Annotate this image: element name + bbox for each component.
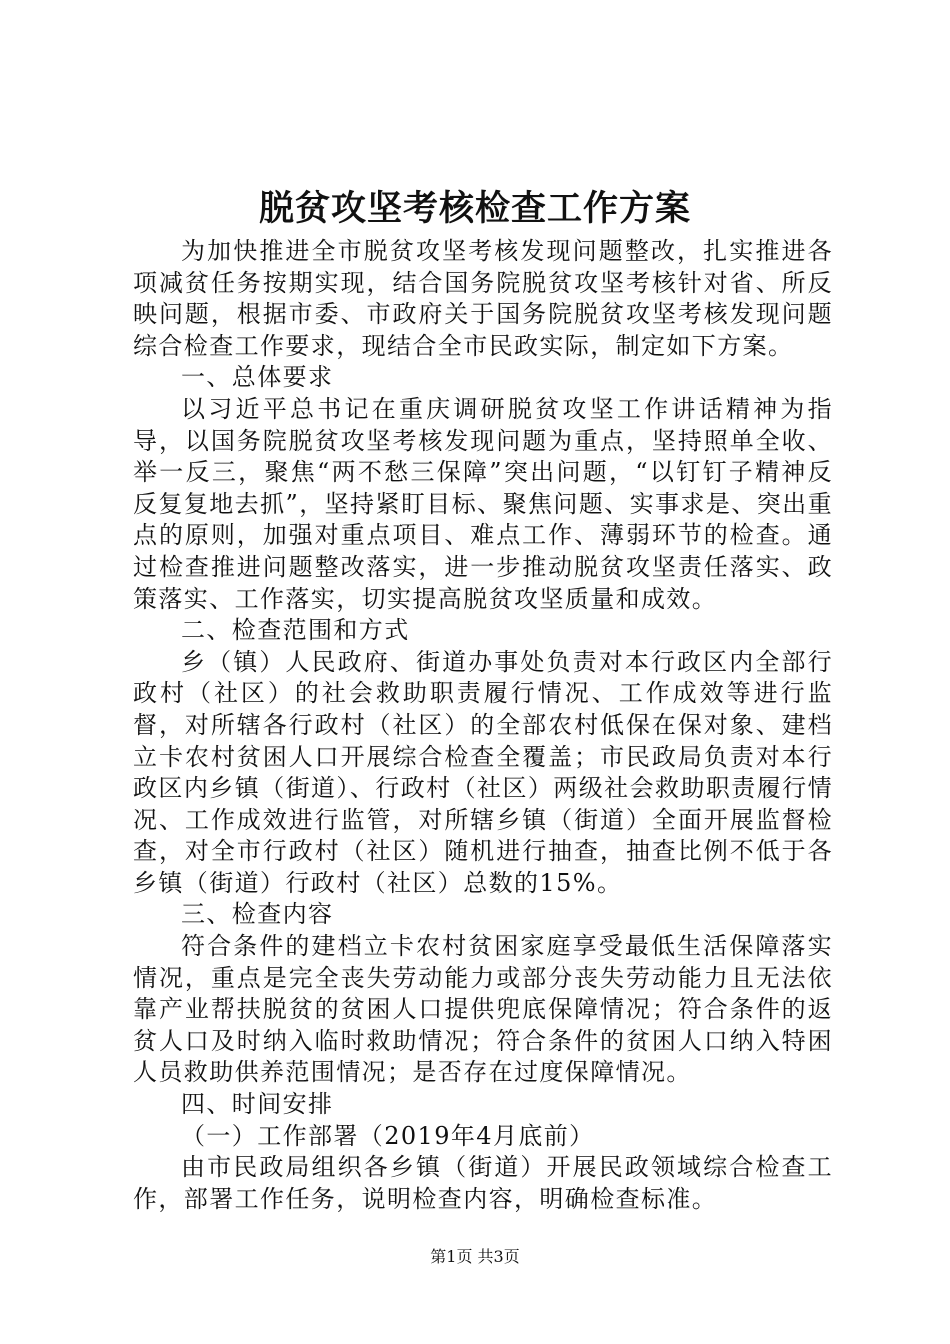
inspection-content-paragraph: 符合条件的建档立卡农村贫困家庭享受最低生活保障落实情况，重点是完全丧失劳动能力或部分丧失劳动能力且无法依靠产业帮扶脱贫的贫困人口提供兜底保障情况；符合条件的返贫人口及时纳入临时救助情况；符合条件的贫困人口纳入特困人员救助供养范围情况；是否存在过度保障情况。	[133, 932, 833, 1087]
section-heading-schedule: 四、时间安排	[181, 1090, 334, 1119]
document-body	[133, 236, 833, 1215]
section-heading-scope-and-method: 二、检查范围和方式	[181, 616, 410, 645]
section-heading-general-requirements: 一、总体要求	[181, 363, 334, 392]
subsection-heading-deployment: （一）工作部署（2019年4月底前）	[181, 1121, 595, 1150]
general-requirements-paragraph: 以习近平总书记在重庆调研脱贫攻坚工作讲话精神为指导，以国务院脱贫攻坚考核发现问题为重点，坚持照单全收、举一反三，聚焦“两不愁三保障”突出问题，“以钉钉子精神反反复复地去抓”，坚持紧盯目标、聚焦问题、实事求是、突出重点的原则，加强对重点项目、难点工作、薄弱环节的检查。通过检查推进问题整改落实，进一步推动脱贫攻坚责任落实、政策落实、工作落实，切实提高脱贫攻坚质量和成效。	[133, 394, 833, 613]
section-heading-inspection-content: 三、检查内容	[181, 900, 334, 929]
deployment-paragraph: 由市民政局组织各乡镇（街道）开展民政领域综合检查工作，部署工作任务，说明检查内容，明确检查标准。	[133, 1153, 833, 1213]
page-number-footer: 第1页 共3页	[430, 1247, 520, 1266]
intro-paragraph: 为加快推进全市脱贫攻坚考核发现问题整改，扎实推进各项减贫任务按期实现，结合国务院脱贫攻坚考核针对省、所反映问题，根据市委、市政府关于国务院脱贫攻坚考核发现问题综合检查工作要求，现结合全市民政实际，制定如下方案。	[133, 237, 833, 360]
document-title: 脱贫攻坚考核检查工作方案	[258, 188, 691, 229]
scope-and-method-paragraph: 乡（镇）人民政府、街道办事处负责对本行政区内全部行政村（社区）的社会救助职责履行情况、工作成效等进行监督，对所辖各行政村（社区）的全部农村低保在保对象、建档立卡农村贫困人口开展综合检查全覆盖；市民政局负责对本行政区内乡镇（街道）、行政村（社区）两级社会救助职责履行情况、工作成效进行监管，对所辖乡镇（街道）全面开展监督检查，对全市行政村（社区）随机进行抽查，抽查比例不低于各乡镇（街道）行政村（社区）总数的15%。	[133, 647, 833, 897]
